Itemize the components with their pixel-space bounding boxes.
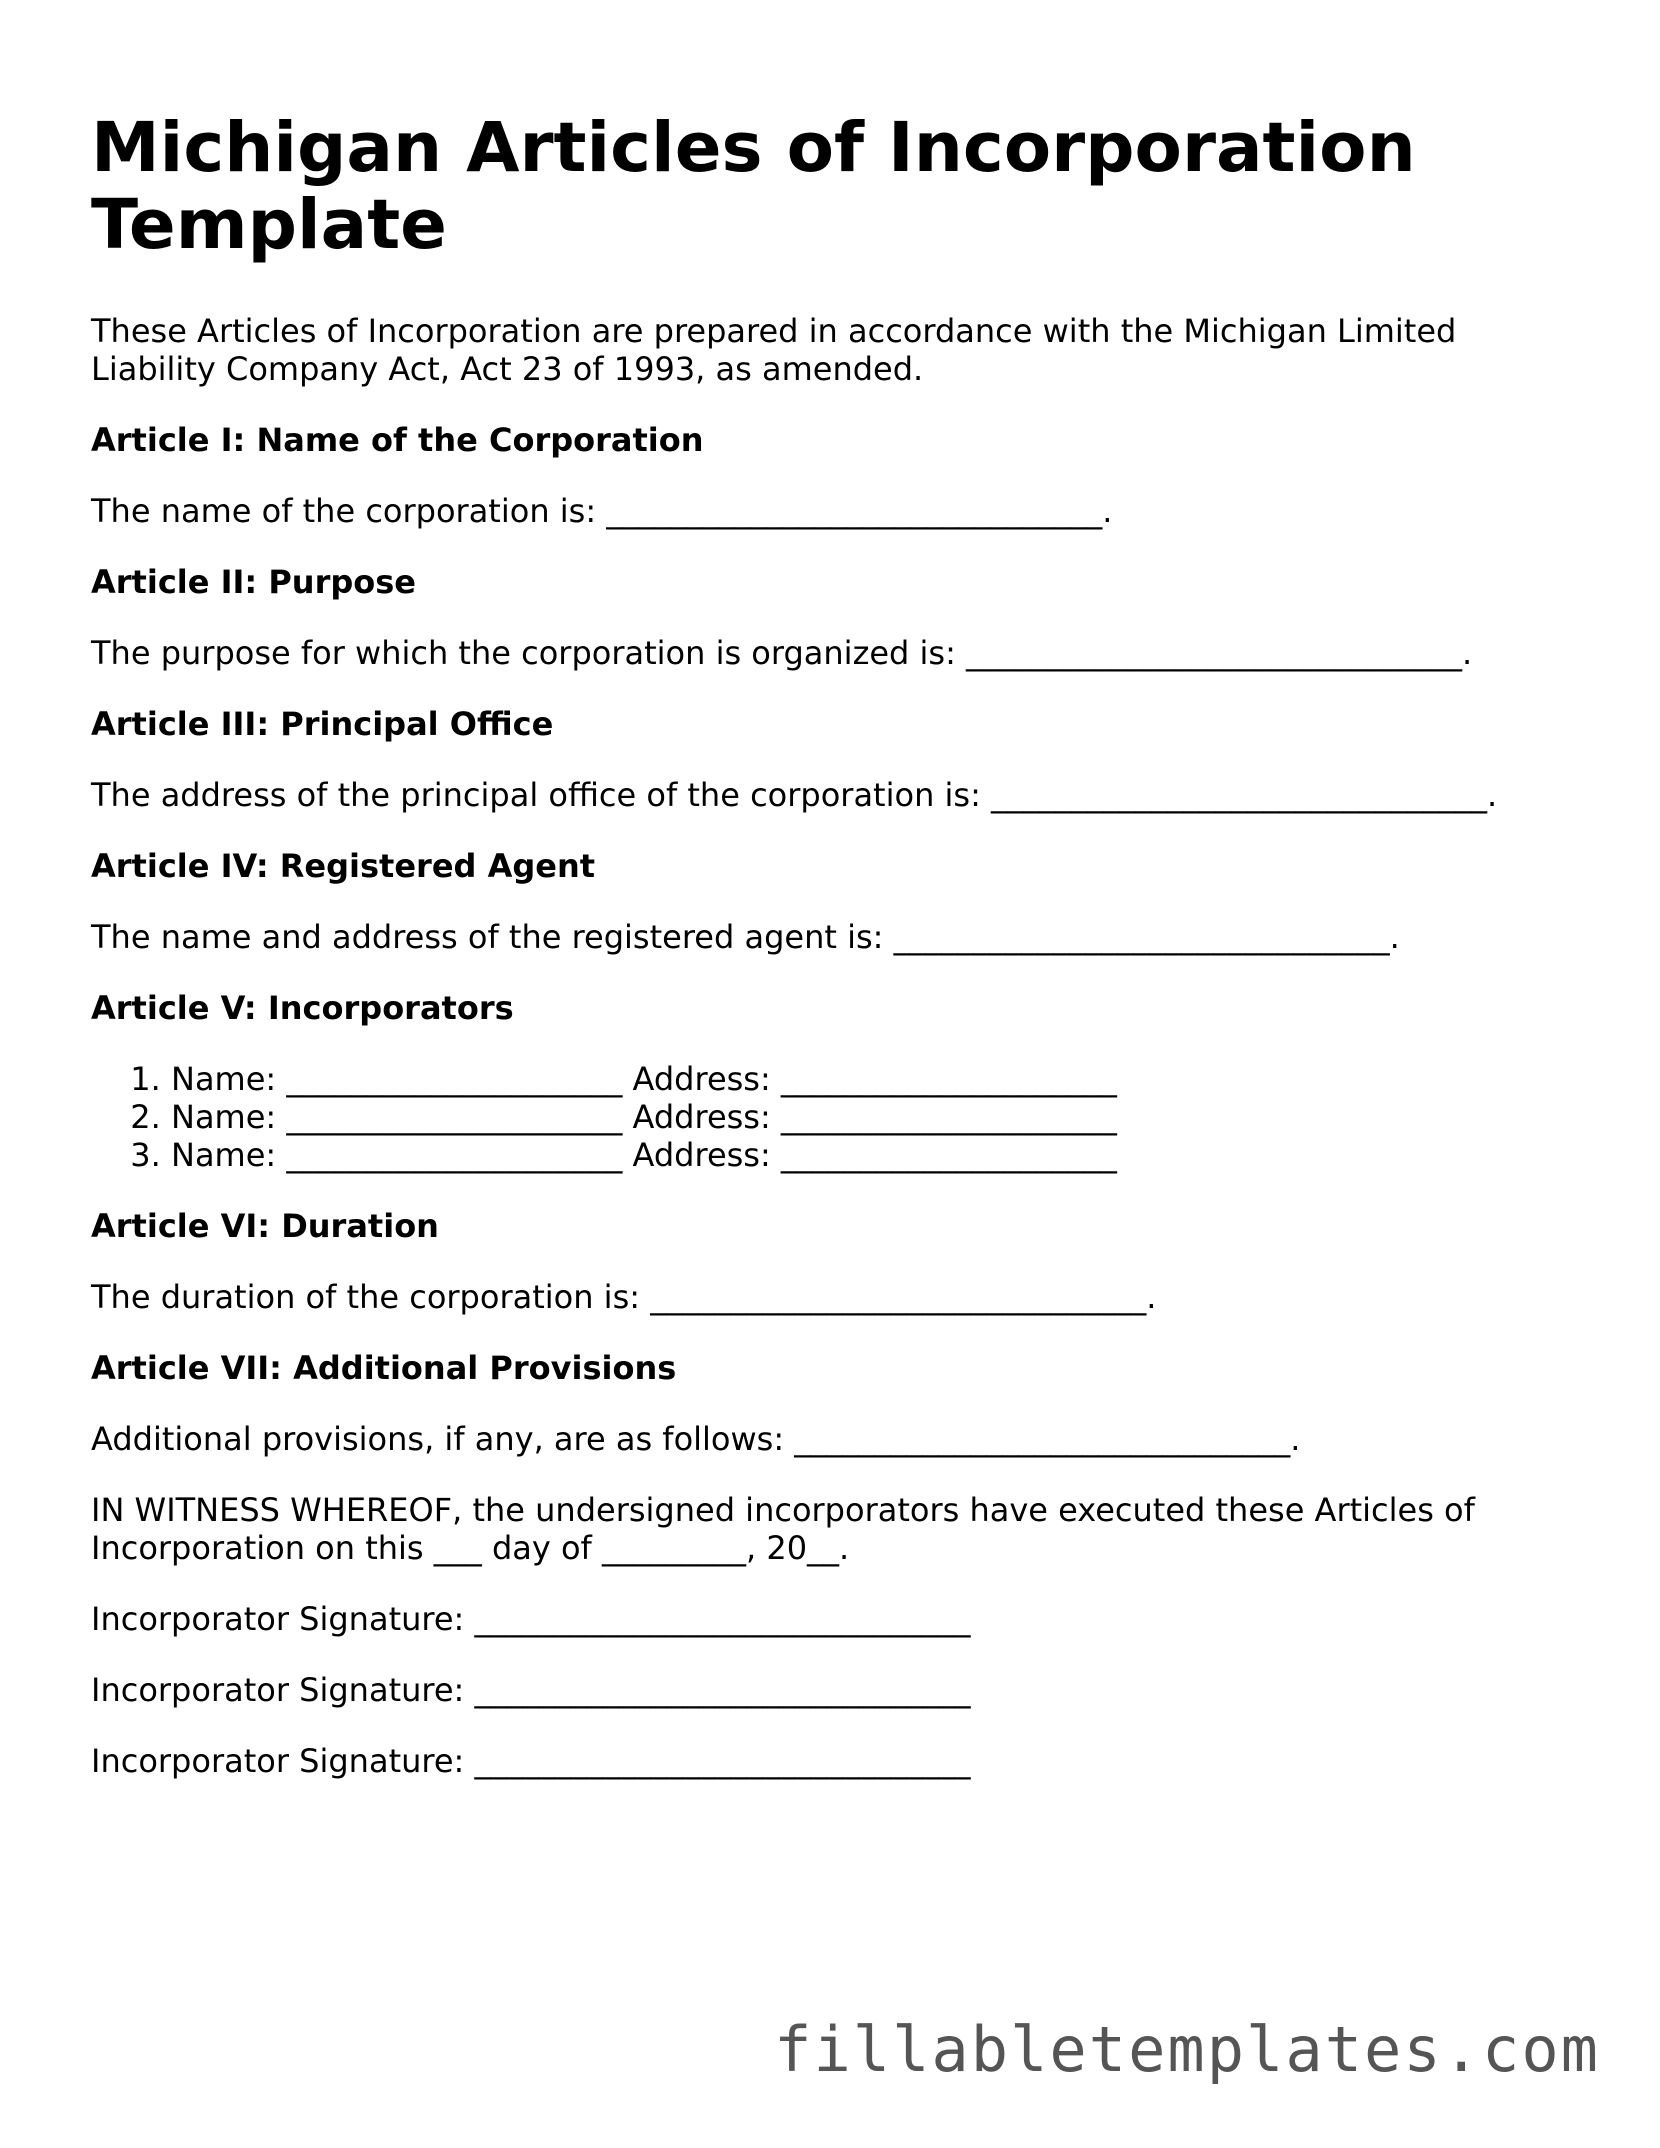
signature-line-3: Incorporator Signature: _______________________________ [91, 1742, 971, 1780]
watermark: fillabletemplates.com [774, 2013, 1600, 2086]
article-5-heading: Article V: Incorporators [91, 989, 514, 1027]
article-6-text: The duration of the corporation is: _______________________________. [91, 1278, 1157, 1316]
article-4-heading: Article IV: Registered Agent [91, 847, 596, 885]
document-page [91, 110, 1571, 1813]
witness-paragraph: IN WITNESS WHEREOF, the undersigned incorporators have executed these Articles of Incorporation on this ___ day of _________, 20__. [91, 1491, 1486, 1567]
article-4-text: The name and address of the registered agent is: _______________________________. [91, 918, 1400, 956]
incorporators-list [91, 1060, 1571, 1174]
article-1-text: The name of the corporation is: _______________________________. [91, 492, 1113, 530]
article-3-heading: Article III: Principal Office [91, 705, 554, 743]
incorporator-item-1: 1. Name: _____________________ Address: _____________________ [171, 1060, 1571, 1098]
article-3-text: The address of the principal office of the corporation is: _______________________________. [91, 776, 1498, 814]
signature-line-1: Incorporator Signature: _______________________________ [91, 1600, 971, 1638]
article-2-text: The purpose for which the corporation is organized is: _______________________________. [91, 634, 1473, 672]
article-7-heading: Article VII: Additional Provisions [91, 1349, 677, 1387]
incorporator-item-2: 2. Name: _____________________ Address: _____________________ [171, 1098, 1571, 1136]
incorporator-item-3: 3. Name: _____________________ Address: _____________________ [171, 1136, 1571, 1174]
document-title: Michigan Articles of Incorporation Template [91, 108, 1416, 265]
article-6-heading: Article VI: Duration [91, 1207, 439, 1245]
signature-line-2: Incorporator Signature: _______________________________ [91, 1671, 971, 1709]
intro-paragraph: These Articles of Incorporation are prepared in accordance with the Michigan Limited Liability Company Act, Act 23 of 1993, as amended. [91, 312, 1467, 388]
article-7-text: Additional provisions, if any, are as follows: _______________________________. [91, 1420, 1301, 1458]
article-1-heading: Article I: Name of the Corporation [91, 421, 704, 459]
article-2-heading: Article II: Purpose [91, 563, 416, 601]
